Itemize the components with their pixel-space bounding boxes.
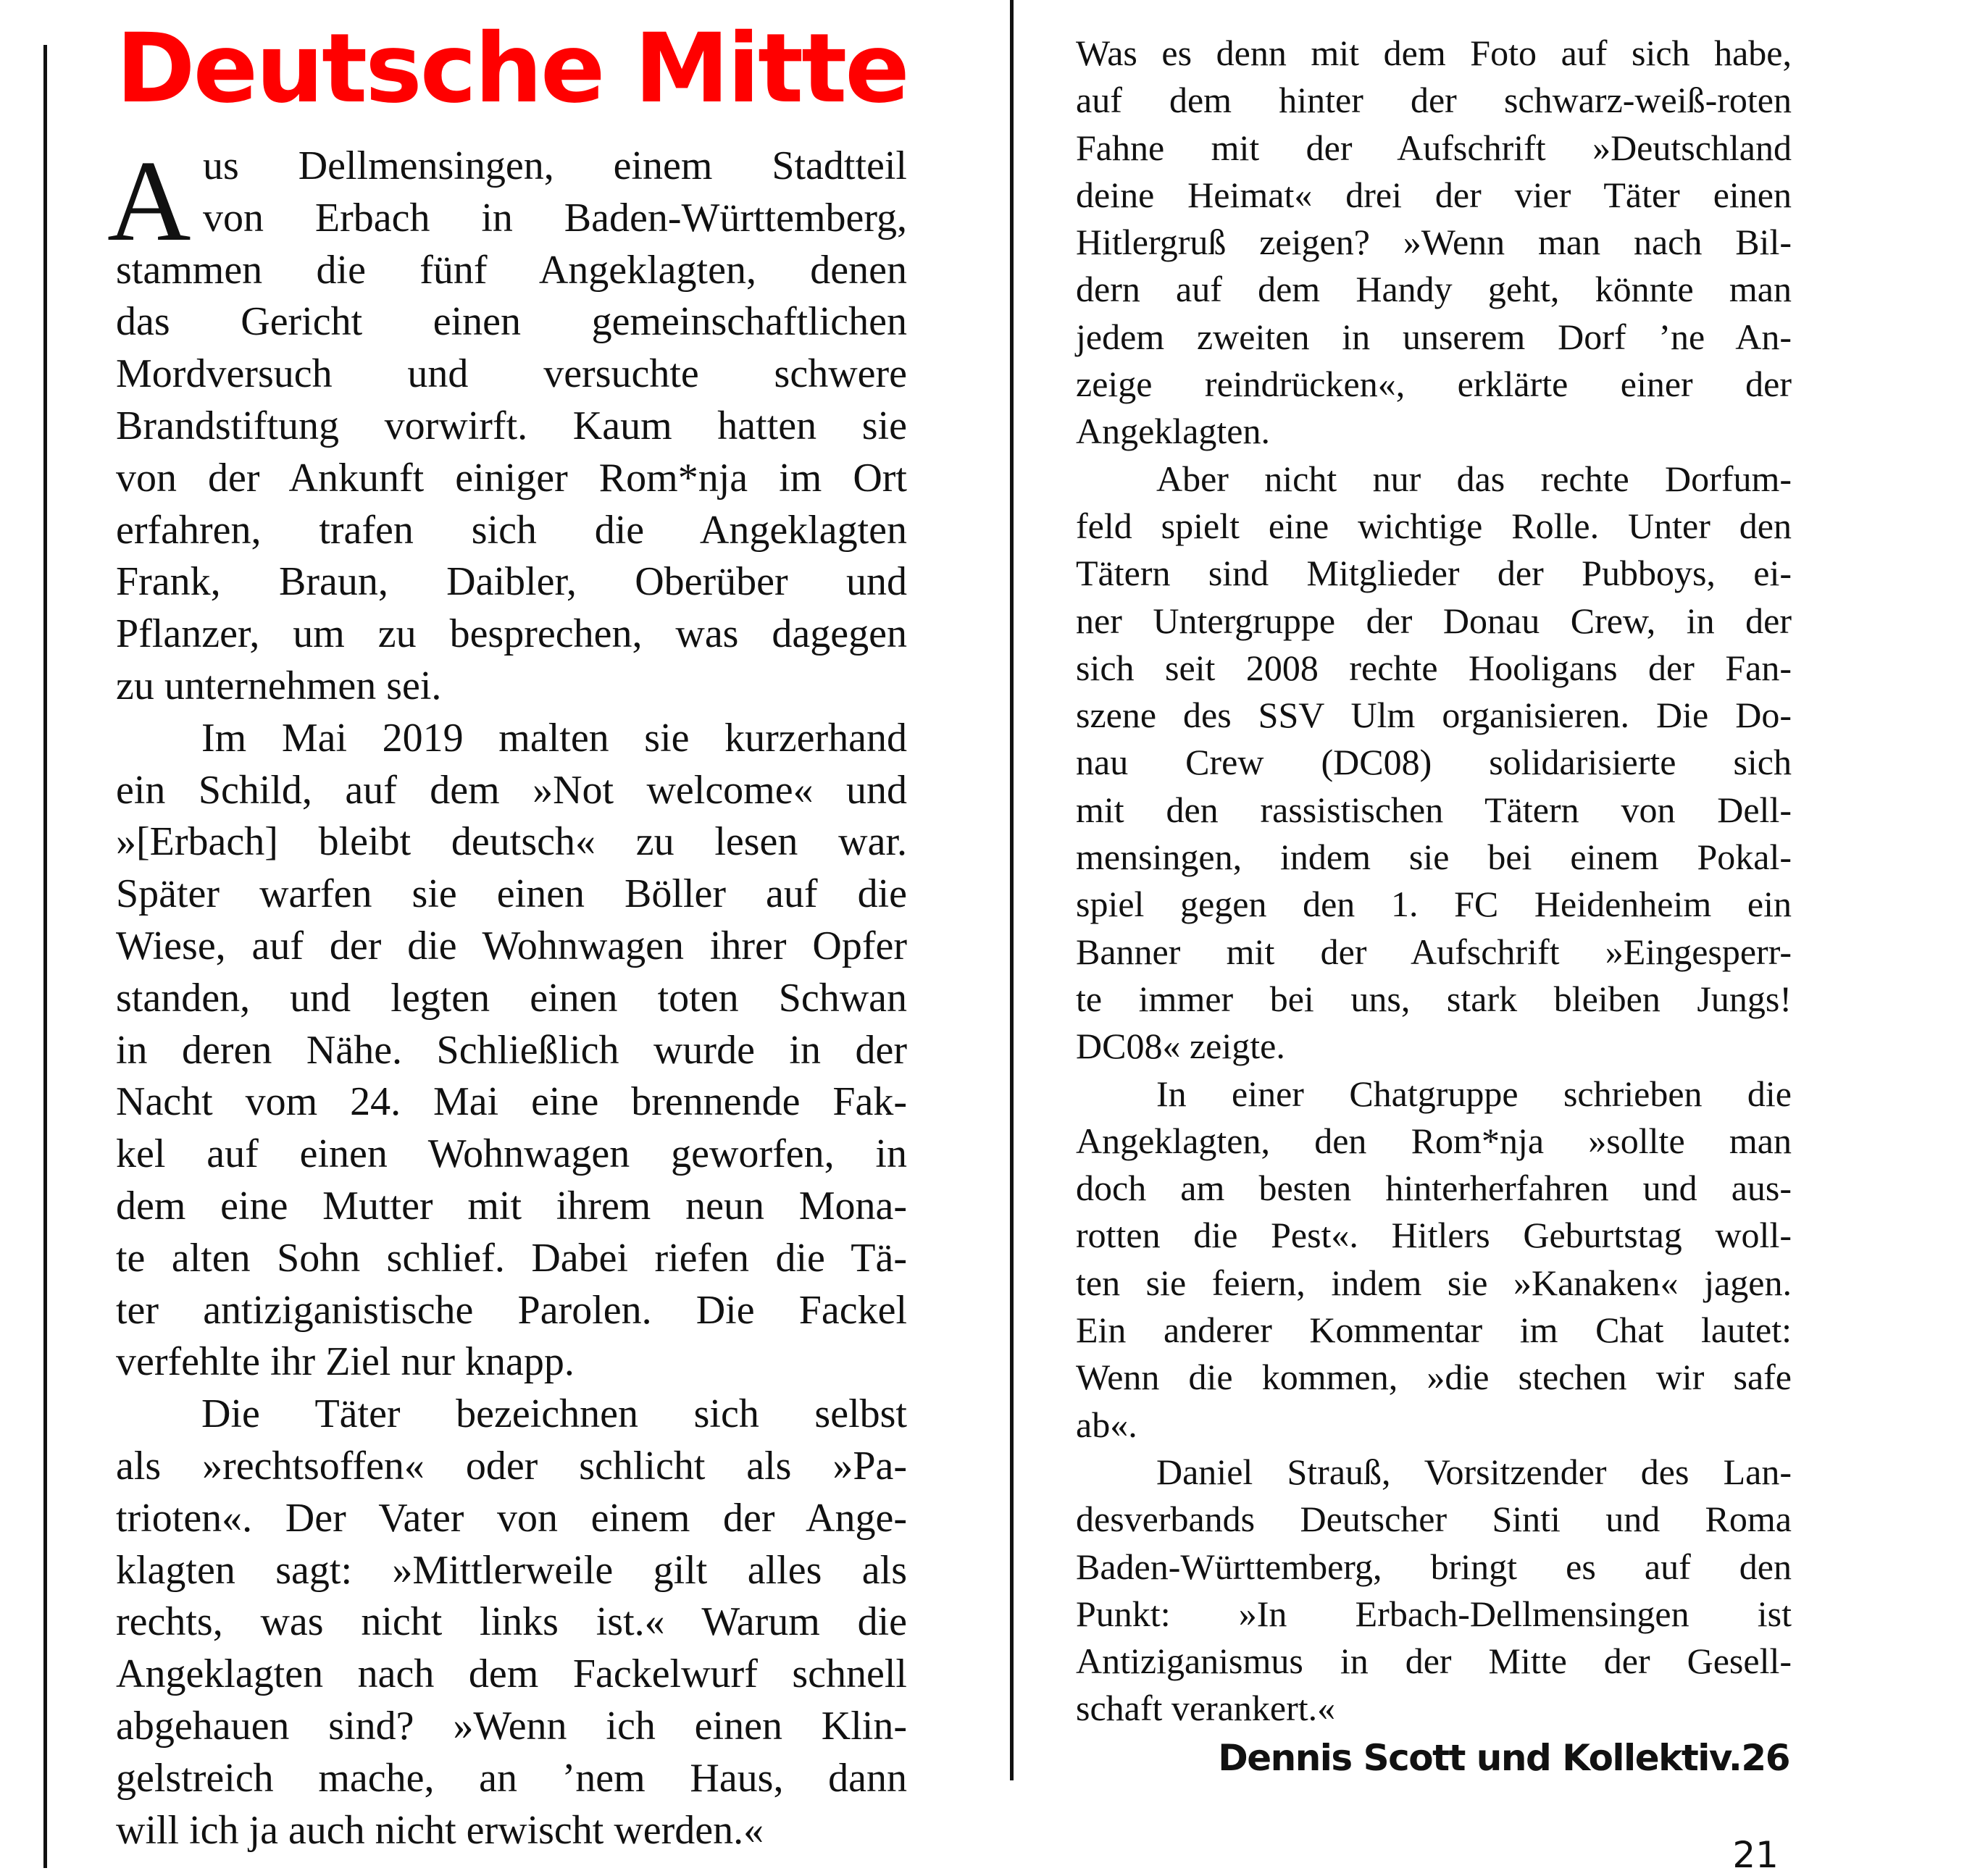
text-line: Banner mit der Aufschrift »Eingesperr- <box>1076 931 1792 972</box>
text-line: Angeklagten. <box>1076 411 1270 452</box>
text-line: in deren Nähe. Schließlich wurde in der <box>116 1027 907 1073</box>
text-line: Pflanzer, um zu besprechen, was dagegen <box>116 611 907 657</box>
text-line: rotten die Pest«. Hitlers Geburtstag woll- <box>1076 1215 1792 1256</box>
text-line: sich seit 2008 rechte Hooligans der Fan- <box>1076 647 1792 688</box>
text-line: In einer Chatgruppe schrieben die <box>1156 1073 1792 1114</box>
text-line: von der Ankunft einiger Rom*nja im Ort <box>116 455 907 501</box>
text-line: verfehlte ihr Ziel nur knapp. <box>116 1339 575 1385</box>
text-line: standen, und legten einen toten Schwan <box>116 975 907 1021</box>
text-line: Tätern sind Mitglieder der Pubboys, ei- <box>1076 553 1792 594</box>
text-line: Später warfen sie einen Böller auf die <box>116 871 907 917</box>
text-line: DC08« zeigte. <box>1076 1026 1285 1067</box>
text-line: deine Heimat« drei der vier Täter einen <box>1076 174 1792 215</box>
column-rule-middle <box>1010 0 1014 1780</box>
text-line: spiel gegen den 1. FC Heidenheim ein <box>1076 884 1792 925</box>
text-line: Was es denn mit dem Foto auf sich habe, <box>1076 33 1792 73</box>
text-line: Brandstiftung vorwirft. Kaum hatten sie <box>116 403 907 448</box>
text-line: Fahne mit der Aufschrift »Deutschland <box>1076 127 1792 168</box>
text-line: mensingen, indem sie bei einem Pokal- <box>1076 837 1792 878</box>
text-line: Aber nicht nur das rechte Dorfum- <box>1156 458 1792 499</box>
text-line: ab«. <box>1076 1404 1137 1445</box>
text-line: Wenn die kommen, »die stechen wir safe <box>1076 1357 1792 1398</box>
text-line: Ein anderer Kommentar im Chat lautet: <box>1076 1310 1792 1351</box>
text-line: ter antiziganistische Parolen. Die Fackel <box>116 1287 907 1333</box>
text-line: Im Mai 2019 malten sie kurzerhand <box>201 715 907 761</box>
text-line: doch am besten hinterherfahren und aus- <box>1076 1168 1792 1209</box>
text-line: Antiziganismus in der Mitte der Gesell- <box>1076 1641 1792 1682</box>
text-line: klagten sagt: »Mittlerweile gilt alles als <box>116 1547 907 1593</box>
text-line: abgehauen sind? »Wenn ich einen Klin- <box>116 1703 907 1749</box>
text-line: kel auf einen Wohnwagen geworfen, in <box>116 1131 907 1177</box>
author-byline: Dennis Scott und Kollektiv.26 <box>1218 1737 1789 1779</box>
text-line: Mordversuch und versuchte schwere <box>116 351 907 397</box>
text-line: als »rechtsoffen« oder schlicht als »Pa- <box>116 1443 907 1488</box>
text-line: trioten«. Der Vater von einem der Ange- <box>116 1495 907 1541</box>
text-line: ner Untergruppe der Donau Crew, in der <box>1076 600 1792 641</box>
text-line: dem eine Mutter mit ihrem neun Mona- <box>116 1183 907 1228</box>
text-line: das Gericht einen gemeinschaftlichen <box>116 299 907 345</box>
text-line: erfahren, trafen sich die Angeklagten <box>116 507 907 553</box>
text-line: szene des SSV Ulm organisieren. Die Do- <box>1076 695 1792 736</box>
text-line: dern auf dem Handy geht, könnte man <box>1076 269 1792 310</box>
text-line: te alten Sohn schlief. Dabei riefen die Tä- <box>116 1235 907 1281</box>
text-line: Angeklagten, den Rom*nja »sollte man <box>1076 1120 1792 1161</box>
text-line: gelstreich mache, an ’nem Haus, dann <box>116 1755 907 1801</box>
article-column-right <box>1076 30 1792 1733</box>
text-line: schaft verankert.« <box>1076 1688 1336 1729</box>
text-line: Angeklagten nach dem Fackelwurf schnell <box>116 1651 907 1697</box>
text-line: zeige reindrücken«, erklärte einer der <box>1076 364 1792 405</box>
article-title: Deutsche Mitte <box>116 13 908 125</box>
text-line: zu unternehmen sei. <box>116 663 442 708</box>
text-line: mit den rassistischen Tätern von Dell- <box>1076 789 1792 830</box>
text-line: Hitlergruß zeigen? »Wenn man nach Bil- <box>1076 222 1792 263</box>
text-line: feld spielt eine wichtige Rolle. Unter den <box>1076 505 1792 546</box>
text-line: auf dem hinter der schwarz-weiß-roten <box>1076 80 1792 121</box>
text-line: nau Crew (DC08) solidarisierte sich <box>1076 742 1792 783</box>
text-line: rechts, was nicht links ist.« Warum die <box>116 1599 907 1645</box>
text-line: Die Täter bezeichnen sich selbst <box>201 1391 907 1437</box>
text-line: us Dellmensingen, einem Stadtteil <box>203 143 907 188</box>
text-line: te immer bei uns, stark bleiben Jungs! <box>1076 978 1792 1019</box>
text-line: ten sie feiern, indem sie »Kanaken« jagen. <box>1076 1262 1792 1303</box>
text-line: Nacht vom 24. Mai eine brennende Fak- <box>116 1079 907 1125</box>
text-line: Punkt: »In Erbach-Dellmensingen ist <box>1076 1593 1792 1634</box>
text-line: desverbands Deutscher Sinti und Roma <box>1076 1499 1792 1540</box>
article-column-left <box>107 136 907 1856</box>
column-rule-left <box>43 45 47 1868</box>
page-number: 21 <box>1732 1834 1779 1876</box>
text-line: stammen die fünf Angeklagten, denen <box>116 247 907 293</box>
drop-cap: A <box>107 136 191 265</box>
text-line: jedem zweiten in unserem Dorf ’ne An- <box>1076 316 1792 357</box>
text-line: »[Erbach] bleibt deutsch« zu lesen war. <box>116 819 907 865</box>
text-line: von Erbach in Baden-Württemberg, <box>203 195 907 240</box>
text-line: Daniel Strauß, Vorsitzender des Lan- <box>1156 1451 1792 1492</box>
text-line: Frank, Braun, Daibler, Oberüber und <box>116 559 907 605</box>
text-line: Baden-Württemberg, bringt es auf den <box>1076 1546 1792 1587</box>
text-line: ein Schild, auf dem »Not welcome« und <box>116 767 907 813</box>
text-line: Wiese, auf der die Wohnwagen ihrer Opfer <box>116 923 907 968</box>
text-line: will ich ja auch nicht erwischt werden.« <box>116 1807 764 1853</box>
